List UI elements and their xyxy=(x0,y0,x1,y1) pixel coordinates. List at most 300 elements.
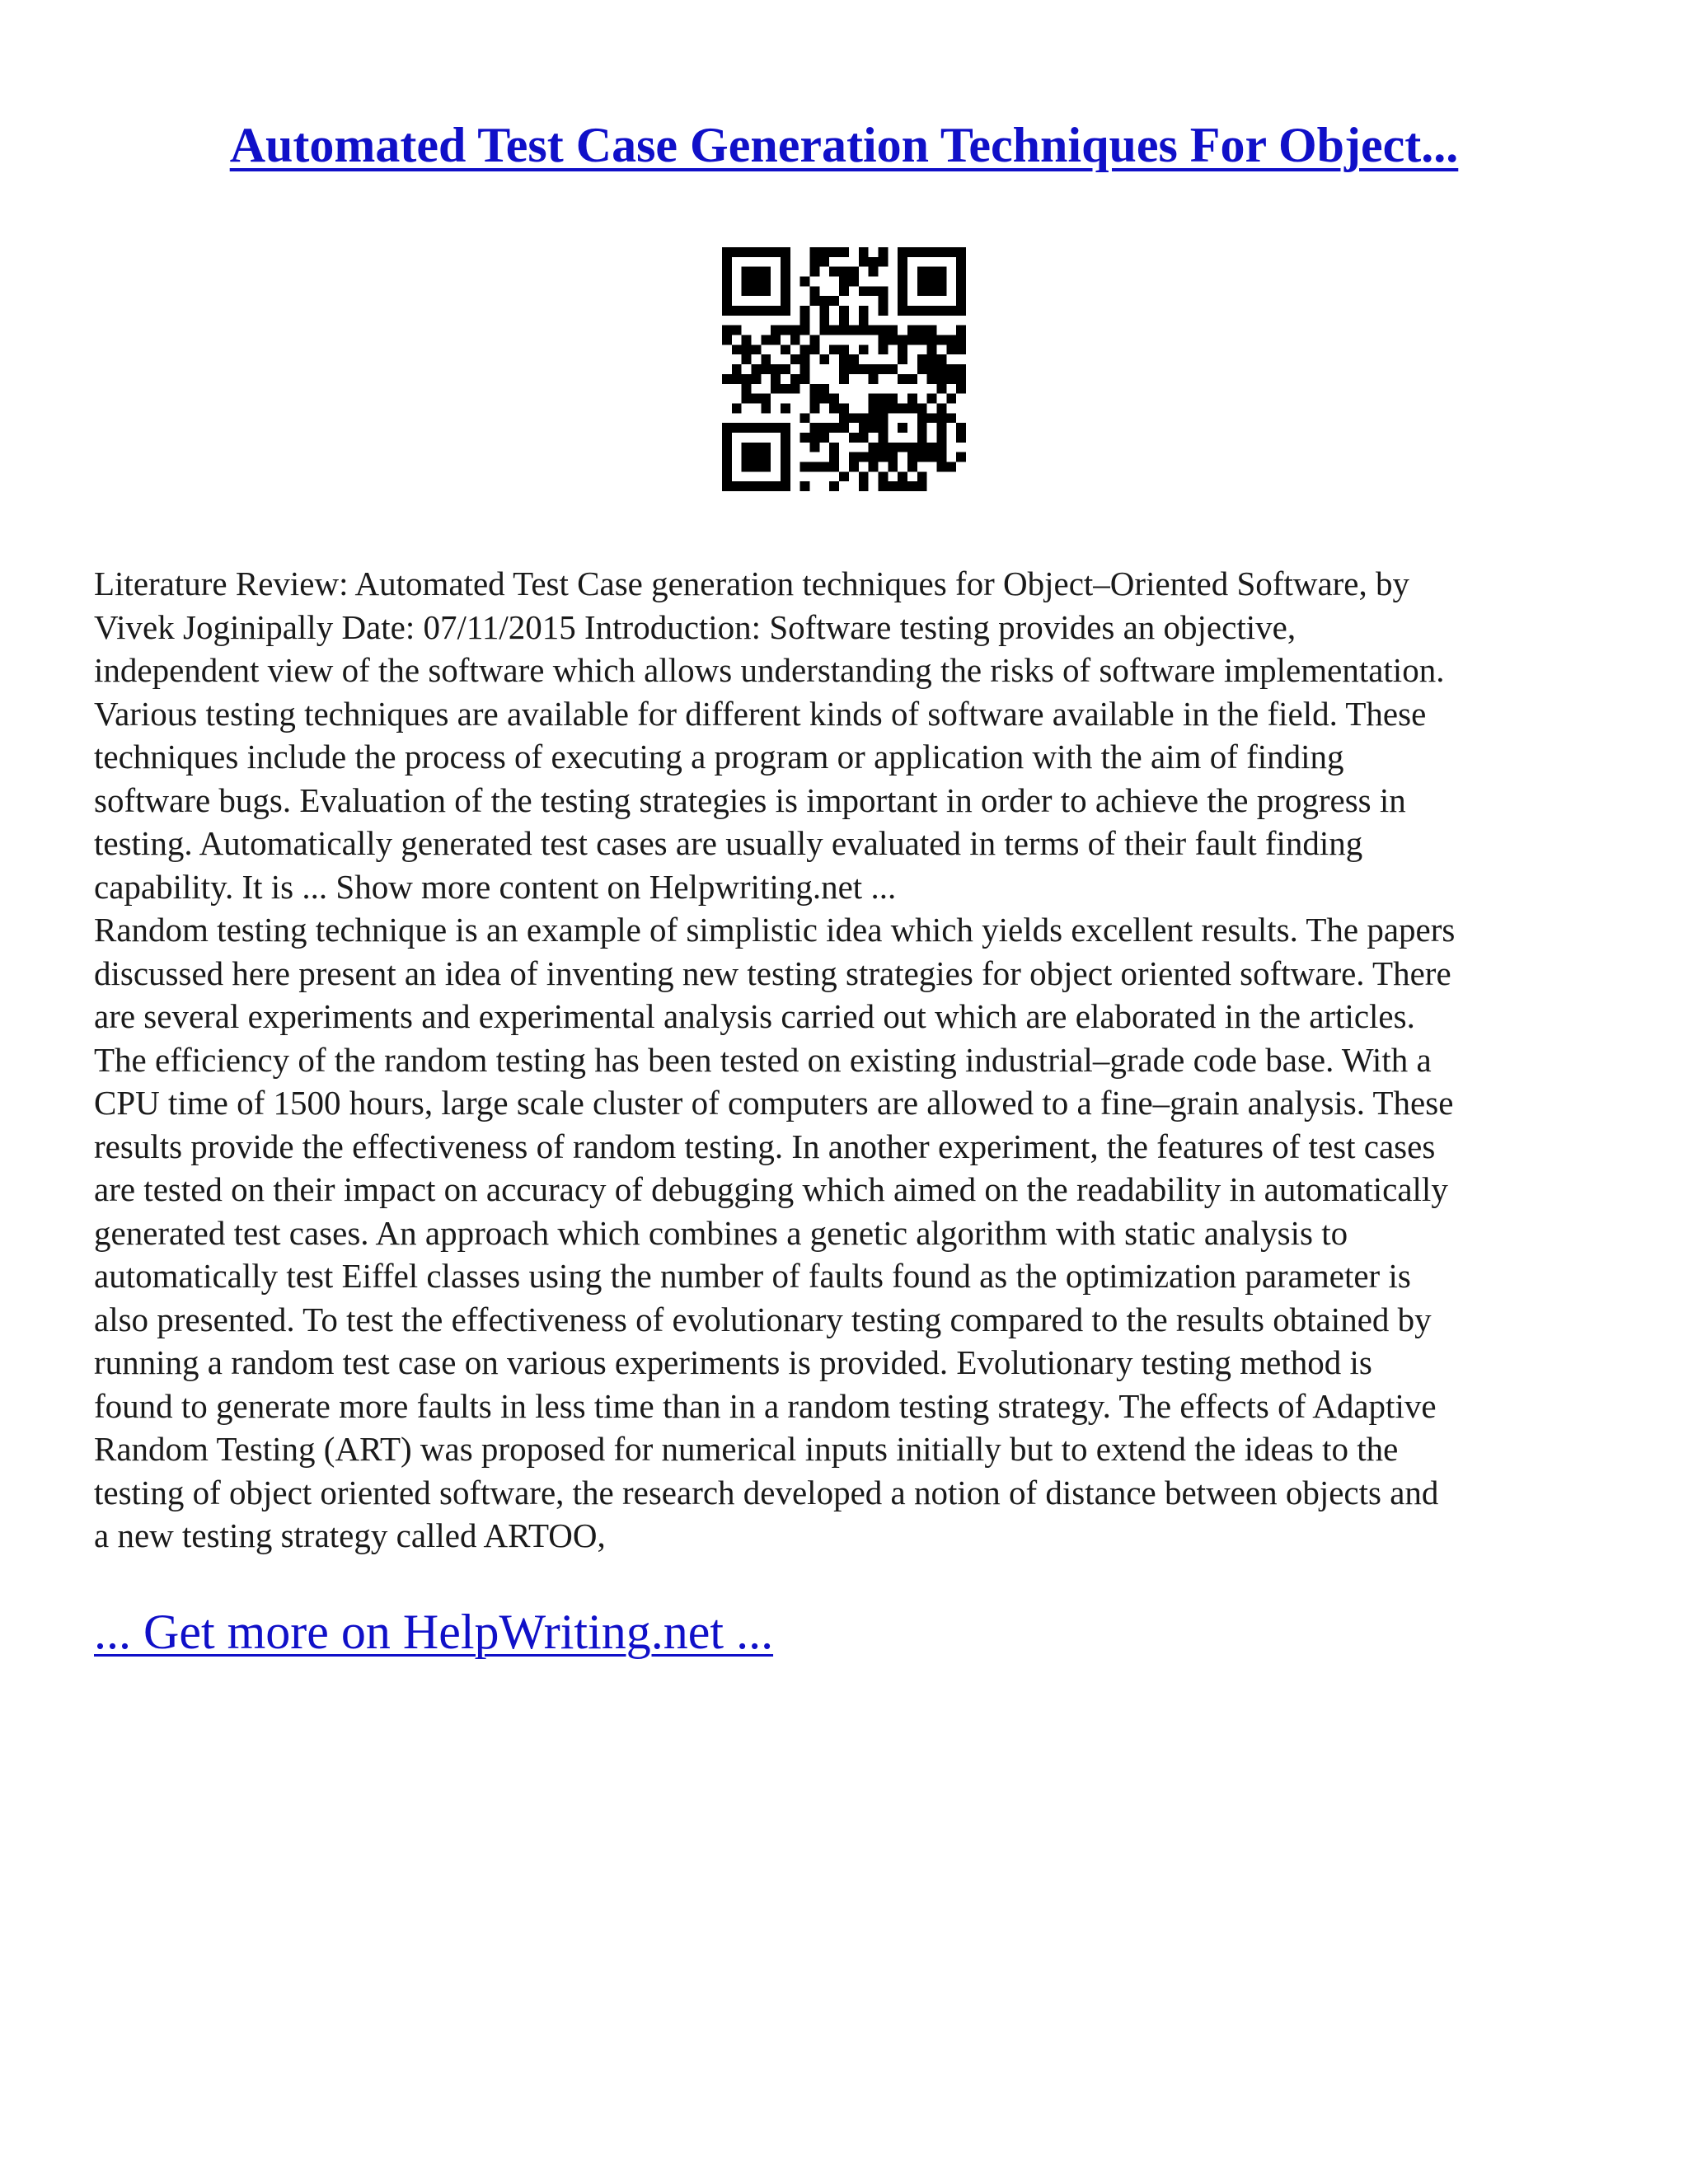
qr-module xyxy=(849,433,859,443)
qr-module xyxy=(878,257,888,267)
qr-module xyxy=(839,423,849,433)
qr-module xyxy=(839,316,849,326)
qr-module xyxy=(946,364,956,374)
qr-module xyxy=(742,306,752,316)
page-title xyxy=(0,112,1688,178)
qr-module xyxy=(781,326,790,335)
qr-module xyxy=(839,326,849,335)
qr-module xyxy=(819,247,829,257)
qr-module xyxy=(878,394,888,404)
qr-module xyxy=(800,277,810,287)
qr-module xyxy=(722,335,732,345)
qr-module xyxy=(761,306,771,316)
qr-module xyxy=(771,335,781,345)
qr-module xyxy=(742,481,752,491)
qr-module xyxy=(752,443,762,452)
qr-module xyxy=(936,374,946,384)
qr-module xyxy=(781,286,790,296)
qr-module xyxy=(917,433,927,443)
qr-module xyxy=(800,316,810,326)
qr-module xyxy=(849,364,859,374)
qr-module xyxy=(956,335,966,345)
qr-module xyxy=(956,364,966,374)
qr-module xyxy=(917,403,927,413)
qr-module xyxy=(722,443,732,452)
qr-module xyxy=(917,354,927,364)
qr-module xyxy=(742,267,752,277)
qr-module xyxy=(946,462,956,471)
qr-module xyxy=(781,471,790,481)
qr-module xyxy=(771,247,781,257)
qr-module xyxy=(781,306,790,316)
qr-module xyxy=(859,364,869,374)
qr-module xyxy=(859,452,869,462)
qr-module xyxy=(878,443,888,452)
qr-module xyxy=(907,247,917,257)
qr-module xyxy=(927,306,937,316)
qr-module xyxy=(800,344,810,354)
qr-module xyxy=(917,306,927,316)
qr-module xyxy=(761,481,771,491)
qr-module xyxy=(878,296,888,306)
qr-module xyxy=(722,462,732,471)
qr-module xyxy=(878,326,888,335)
qr-module xyxy=(761,335,771,345)
qr-module xyxy=(771,374,781,384)
qr-module xyxy=(869,394,879,404)
qr-module xyxy=(888,452,898,462)
qr-module xyxy=(752,344,762,354)
qr-module xyxy=(819,354,829,364)
qr-module xyxy=(878,403,888,413)
qr-module xyxy=(742,374,752,384)
qr-module xyxy=(888,462,898,471)
qr-module xyxy=(790,326,800,335)
qr-module xyxy=(898,374,907,384)
qr-module xyxy=(898,481,907,491)
qr-module xyxy=(819,296,829,306)
qr-module xyxy=(869,443,879,452)
qr-module xyxy=(752,267,762,277)
qr-module xyxy=(722,423,732,433)
qr-module xyxy=(927,354,937,364)
qr-module xyxy=(790,374,800,384)
qr-module xyxy=(859,423,869,433)
qr-module xyxy=(790,384,800,394)
qr-module xyxy=(878,423,888,433)
qr-module xyxy=(742,344,752,354)
qr-module xyxy=(898,247,907,257)
title-link[interactable]: Automated Test Case Generation Techniques For Object... xyxy=(229,118,1459,172)
qr-module xyxy=(936,452,946,462)
qr-module xyxy=(917,481,927,491)
qr-module xyxy=(849,462,859,471)
qr-module xyxy=(839,247,849,257)
qr-module xyxy=(956,433,966,443)
qr-module xyxy=(781,247,790,257)
qr-module xyxy=(936,277,946,287)
qr-module xyxy=(946,247,956,257)
qr-module xyxy=(742,462,752,471)
qr-module xyxy=(781,384,790,394)
qr-module xyxy=(898,354,907,364)
qr-module xyxy=(956,344,966,354)
qr-module xyxy=(859,413,869,423)
qr-module xyxy=(927,413,937,423)
qr-module xyxy=(839,374,849,384)
qr-module xyxy=(907,326,917,335)
qr-module xyxy=(936,462,946,471)
qr-module xyxy=(829,326,839,335)
qr-module xyxy=(722,471,732,481)
qr-module xyxy=(752,364,762,374)
qr-module xyxy=(810,403,820,413)
qr-module xyxy=(849,452,859,462)
qr-module xyxy=(800,481,810,491)
qr-module xyxy=(878,413,888,423)
qr-module xyxy=(819,326,829,335)
qr-module xyxy=(781,433,790,443)
qr-module xyxy=(829,481,839,491)
qr-module xyxy=(781,423,790,433)
qr-module xyxy=(956,384,966,394)
qr-module xyxy=(878,471,888,481)
qr-module xyxy=(917,452,927,462)
qr-module xyxy=(917,326,927,335)
qr-module xyxy=(878,344,888,354)
qr-module xyxy=(927,247,937,257)
qr-module xyxy=(927,277,937,287)
qr-module xyxy=(859,481,869,491)
qr-module xyxy=(917,286,927,296)
qr-module xyxy=(946,394,956,404)
qr-module xyxy=(956,326,966,335)
qr-module xyxy=(742,277,752,287)
qr-module xyxy=(722,306,732,316)
qr-module xyxy=(849,277,859,287)
qr-module xyxy=(907,335,917,345)
qr-module xyxy=(946,374,956,384)
qr-module xyxy=(946,344,956,354)
qr-module xyxy=(849,354,859,364)
qr-module xyxy=(859,286,869,296)
qr-module xyxy=(732,344,742,354)
qr-module xyxy=(819,462,829,471)
qr-module xyxy=(936,354,946,364)
qr-module xyxy=(810,462,820,471)
qr-module xyxy=(859,247,869,257)
qr-module xyxy=(878,452,888,462)
get-more-link-container xyxy=(94,1602,773,1661)
qr-module xyxy=(888,394,898,404)
qr-module xyxy=(810,423,820,433)
qr-module xyxy=(859,344,869,354)
qr-module xyxy=(722,257,732,267)
qr-module xyxy=(800,306,810,316)
qr-module xyxy=(752,423,762,433)
qr-module xyxy=(761,364,771,374)
qr-module xyxy=(946,413,956,423)
qr-module xyxy=(936,384,946,394)
qr-module xyxy=(761,354,771,364)
qr-module xyxy=(888,364,898,374)
qr-module xyxy=(829,462,839,471)
qr-module xyxy=(742,443,752,452)
qr-module xyxy=(849,413,859,423)
qr-module xyxy=(761,443,771,452)
qr-module xyxy=(956,257,966,267)
qr-module xyxy=(761,462,771,471)
qr-module xyxy=(917,423,927,433)
qr-module xyxy=(829,344,839,354)
qr-module xyxy=(839,471,849,481)
qr-module xyxy=(732,374,742,384)
qr-module xyxy=(839,413,849,423)
qr-module xyxy=(800,364,810,374)
qr-module xyxy=(878,306,888,316)
qr-module xyxy=(742,384,752,394)
qr-module xyxy=(810,286,820,296)
qr-module xyxy=(781,267,790,277)
qr-module xyxy=(839,403,849,413)
qr-module xyxy=(869,364,879,374)
qr-module xyxy=(790,354,800,364)
qr-module xyxy=(722,267,732,277)
qr-module xyxy=(829,267,839,277)
qr-module xyxy=(761,403,771,413)
qr-module xyxy=(878,247,888,257)
get-more-link[interactable]: ... Get more on HelpWriting.net ... xyxy=(94,1605,774,1659)
qr-module xyxy=(771,326,781,335)
qr-module xyxy=(761,452,771,462)
qr-module xyxy=(936,403,946,413)
qr-module xyxy=(829,296,839,306)
qr-module xyxy=(927,286,937,296)
qr-module xyxy=(742,452,752,462)
qr-module xyxy=(869,257,879,267)
qr-module xyxy=(810,247,820,257)
qr-module xyxy=(936,433,946,443)
qr-module xyxy=(839,267,849,277)
qr-module xyxy=(927,267,937,277)
qr-module xyxy=(898,296,907,306)
qr-module xyxy=(878,433,888,443)
qr-module xyxy=(898,286,907,296)
qr-module xyxy=(810,433,820,443)
qr-module xyxy=(810,335,820,345)
qr-module xyxy=(771,364,781,374)
qr-module xyxy=(829,394,839,404)
qr-module xyxy=(869,462,879,471)
qr-module xyxy=(956,374,966,384)
qr-module xyxy=(761,394,771,404)
qr-module xyxy=(927,394,937,404)
qr-module xyxy=(859,316,869,326)
qr-module xyxy=(936,423,946,433)
qr-module xyxy=(742,423,752,433)
qr-module xyxy=(722,433,732,443)
qr-module xyxy=(819,306,829,316)
qr-module xyxy=(839,277,849,287)
qr-module xyxy=(722,481,732,491)
qr-module xyxy=(956,247,966,257)
qr-module xyxy=(752,306,762,316)
qr-module xyxy=(917,364,927,374)
qr-module xyxy=(781,296,790,306)
qr-module xyxy=(722,286,732,296)
qr-module xyxy=(869,403,879,413)
qr-module xyxy=(781,443,790,452)
qr-module xyxy=(732,306,742,316)
qr-module xyxy=(878,481,888,491)
qr-module xyxy=(781,403,790,413)
qr-module xyxy=(829,403,839,413)
qr-module xyxy=(742,286,752,296)
qr-module xyxy=(800,462,810,471)
qr-module xyxy=(917,413,927,423)
qr-module xyxy=(869,452,879,462)
qr-module xyxy=(732,423,742,433)
qr-module xyxy=(898,443,907,452)
qr-module xyxy=(936,413,946,423)
qr-module xyxy=(927,374,937,384)
qr-module xyxy=(732,403,742,413)
qr-module xyxy=(956,306,966,316)
qr-module xyxy=(869,286,879,296)
qr-module xyxy=(888,335,898,345)
qr-module xyxy=(800,433,810,443)
qr-module xyxy=(732,481,742,491)
qr-module xyxy=(956,277,966,287)
qr-module xyxy=(888,326,898,335)
qr-module xyxy=(907,306,917,316)
qr-module xyxy=(907,374,917,384)
qr-module xyxy=(752,277,762,287)
qr-module xyxy=(898,306,907,316)
qr-module xyxy=(752,481,762,491)
qr-module xyxy=(898,335,907,345)
qr-module xyxy=(907,394,917,404)
qr-code-icon xyxy=(722,247,966,491)
qr-module xyxy=(917,443,927,452)
qr-module xyxy=(742,247,752,257)
qr-module xyxy=(869,326,879,335)
qr-module xyxy=(898,257,907,267)
qr-module xyxy=(819,316,829,326)
qr-module xyxy=(907,403,917,413)
qr-module xyxy=(810,267,820,277)
qr-module xyxy=(771,306,781,316)
qr-module xyxy=(917,335,927,345)
qr-module xyxy=(761,286,771,296)
qr-module xyxy=(722,452,732,462)
qr-module xyxy=(936,267,946,277)
qr-module xyxy=(781,344,790,354)
qr-module xyxy=(927,326,937,335)
qr-module xyxy=(810,394,820,404)
qr-module xyxy=(752,247,762,257)
qr-module xyxy=(869,374,879,384)
qr-module xyxy=(898,423,907,433)
qr-module xyxy=(829,443,839,452)
qr-module xyxy=(742,335,752,345)
qr-module xyxy=(898,403,907,413)
qr-module xyxy=(927,335,937,345)
qr-module xyxy=(917,247,927,257)
qr-module xyxy=(936,364,946,374)
qr-module xyxy=(752,374,762,384)
qr-module xyxy=(761,277,771,287)
qr-module xyxy=(722,247,732,257)
qr-module xyxy=(936,247,946,257)
qr-module xyxy=(936,306,946,316)
qr-module xyxy=(732,247,742,257)
qr-module xyxy=(752,452,762,462)
qr-module xyxy=(752,394,762,404)
qr-module xyxy=(839,344,849,354)
qr-module xyxy=(829,452,839,462)
qr-module xyxy=(927,452,937,462)
qr-module xyxy=(907,443,917,452)
qr-module xyxy=(732,364,742,374)
qr-module xyxy=(781,462,790,471)
qr-module xyxy=(869,413,879,423)
qr-module xyxy=(898,344,907,354)
qr-module xyxy=(722,374,732,384)
qr-module xyxy=(956,423,966,433)
qr-module xyxy=(907,481,917,491)
qr-module xyxy=(722,277,732,287)
article-body xyxy=(94,562,1602,1558)
qr-module xyxy=(859,433,869,443)
qr-module xyxy=(819,257,829,267)
qr-module xyxy=(800,326,810,335)
qr-module xyxy=(771,384,781,394)
qr-module xyxy=(878,286,888,296)
qr-module xyxy=(927,344,937,354)
qr-module xyxy=(869,423,879,433)
qr-module xyxy=(946,335,956,345)
qr-module xyxy=(888,403,898,413)
qr-module xyxy=(781,257,790,267)
qr-module xyxy=(859,326,869,335)
qr-module xyxy=(936,335,946,345)
qr-module xyxy=(849,326,859,335)
qr-module xyxy=(810,384,820,394)
qr-module xyxy=(946,306,956,316)
qr-module xyxy=(810,344,820,354)
qr-module xyxy=(829,247,839,257)
qr-module xyxy=(917,471,927,481)
qr-module xyxy=(956,452,966,462)
qr-module xyxy=(742,394,752,404)
qr-module xyxy=(810,296,820,306)
qr-module xyxy=(761,267,771,277)
qr-module xyxy=(752,286,762,296)
qr-module xyxy=(859,257,869,267)
qr-module xyxy=(878,364,888,374)
qr-module xyxy=(761,423,771,433)
qr-module xyxy=(936,443,946,452)
qr-module xyxy=(917,277,927,287)
qr-module xyxy=(781,481,790,491)
qr-module xyxy=(839,306,849,316)
qr-module xyxy=(819,384,829,394)
qr-module xyxy=(956,267,966,277)
qr-module xyxy=(742,354,752,364)
qr-module xyxy=(936,286,946,296)
qr-module xyxy=(810,443,820,452)
